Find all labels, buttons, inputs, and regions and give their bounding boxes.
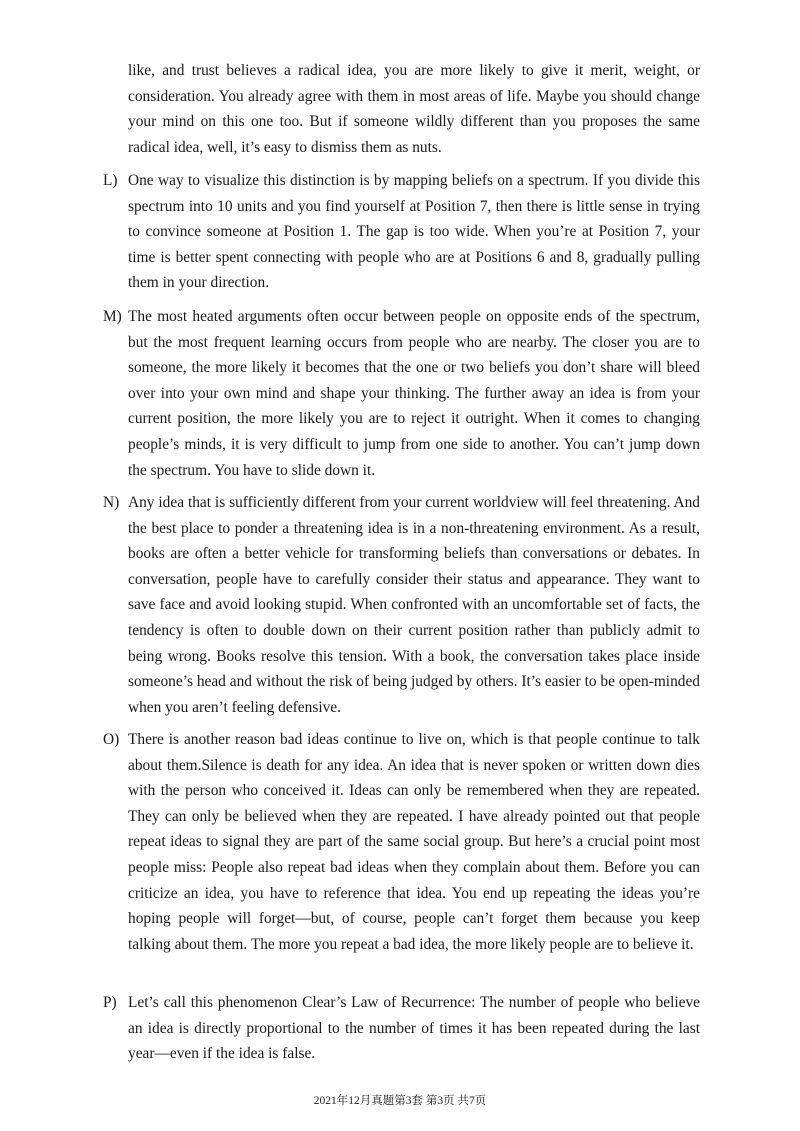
paragraph-letter: M) bbox=[103, 308, 122, 325]
page-footer: 2021年12月真题第3套 第3页 共7页 bbox=[313, 1095, 487, 1107]
paragraph-P bbox=[103, 990, 700, 1067]
paragraph-text: Let’s call this phenomenon Clear’s Law of Recurrence: The number of people who believe an idea is directly proportional to the number of times it has been repeated during the last year—even if the idea is false. bbox=[128, 994, 700, 1063]
paragraph-continued: like, and trust believes a radical idea, you are more likely to give it merit, weight, or consideration. You already agree with them in most areas of life. Maybe you should change your mind on this one too. But if someone wildly different than you proposes the same radical idea, well, it’s easy to dismiss them as nuts. bbox=[128, 62, 700, 156]
paragraph-text: Any idea that is sufficiently different from your current worldview will feel threatening. And the best place to ponder a threatening idea is in a non-threatening environment. As a result, books are often a better vehicle for transforming beliefs than conversations or debates. In conversation, people have to carefully consider their status and appearance. They want to save face and avoid looking stupid. When confronted with an uncomfortable set of facts, the tendency is often to double down on their current position rather than publicly admit to being wrong. Books resolve this tension. With a book, the conversation takes place inside someone’s head and without the risk of being judged by others. It’s easier to be open-minded when you aren’t feeling defensive. bbox=[128, 494, 700, 716]
paragraph-L bbox=[103, 168, 700, 296]
paragraph-text: One way to visualize this distinction is by mapping beliefs on a spectrum. If you divide this spectrum into 10 units and you find yourself at Position 7, then there is little sense in trying to convince someone at Position 1. The gap is too wide. When you’re at Position 7, your time is better spent connecting with people who are at Positions 6 and 8, gradually pulling them in your direction. bbox=[128, 172, 700, 292]
paragraph-M bbox=[103, 304, 700, 483]
paragraph-letter: N) bbox=[103, 494, 120, 511]
paragraph-letter: L) bbox=[103, 172, 118, 189]
paragraph-O bbox=[103, 727, 700, 957]
paragraph-letter: P) bbox=[103, 994, 117, 1011]
paragraph-text: There is another reason bad ideas continue to live on, which is that people continue to talk about them.Silence is death for any idea. An idea that is never spoken or written down dies with the person who conceived it. Ideas can only be remembered when they are repeated. They can only be believed when they are repeated. I have already pointed out that people repeat ideas to signal they are part of the same social group. But here’s a crucial point most people miss: People also repeat bad ideas when they complain about them. Before you can criticize an idea, you have to reference that idea. You end up repeating the ideas you’re hoping people will forget—but, of course, people can’t forget them because you keep talking about them. The more you repeat a bad idea, the more likely people are to believe it. bbox=[128, 731, 700, 953]
paragraph-N bbox=[103, 490, 700, 720]
paragraph-letter: O) bbox=[103, 731, 120, 748]
paragraph-text: The most heated arguments often occur between people on opposite ends of the spectrum, but the most frequent learning occurs from people who are nearby. The closer you are to someone, the more likely it becomes that the one or two beliefs you don’t share will bleed over into your own mind and shape your thinking. The further away an idea is from your current position, the more likely you are to reject it outright. When it comes to changing people’s minds, it is very difficult to jump from one side to another. You can’t jump down the spectrum. You have to slide down it. bbox=[128, 308, 700, 479]
